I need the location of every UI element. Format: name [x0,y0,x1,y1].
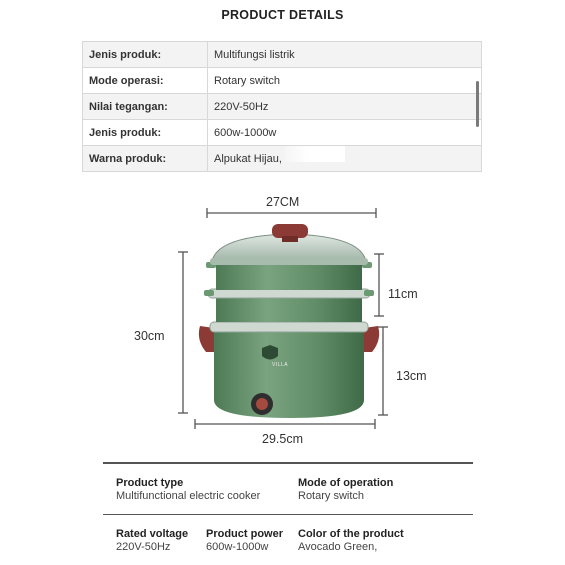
value-product-type: Multifunctional electric cooker [116,490,261,502]
dimension-label-height-base: 13cm [396,369,427,383]
spec-value: Rotary switch [208,68,482,94]
spec-key: Mode operasi: [83,68,208,94]
steamer-pot-illustration [199,224,379,418]
dimension-height-steamer [374,254,384,316]
dimension-label-width-bottom: 29.5cm [262,432,303,446]
spec-key: Jenis produk: [83,120,208,146]
divider-middle [103,514,473,515]
label-rated-voltage: Rated voltage [116,528,189,540]
spec-key: Warna produk: [83,146,208,172]
dimension-height-base [378,327,388,415]
spec-key: Jenis produk: [83,42,208,68]
label-product-type: Product type [116,477,184,489]
dimension-label-height-steamer: 11cm [388,287,418,301]
value-rated-voltage: 220V-50Hz [116,541,171,553]
value-product-color: Avocado Green, [298,541,378,553]
brand-text: VILLA [272,362,289,368]
page-title: PRODUCT DETAILS [221,8,344,22]
value-mode: Rotary switch [298,490,365,502]
value-product-power: 600w-1000w [206,541,269,553]
label-mode: Mode of operation [298,477,394,489]
label-product-color: Color of the product [298,528,404,540]
label-product-power: Product power [206,528,284,540]
dimension-label-height-total: 30cm [134,329,165,343]
spec-value: Multifungsi listrik [208,42,482,68]
divider-top [103,462,473,464]
spec-value: Alpukat Hijau, [208,146,482,172]
dimension-height-total [178,252,188,413]
dimension-label-width-top: 27CM [266,195,300,209]
dimension-width-bottom [195,419,375,429]
dimension-width-top [207,208,376,218]
spec-value: 220V-50Hz [208,94,482,120]
spec-value: 600w-1000w [208,120,482,146]
spec-key: Nilai tegangan: [83,94,208,120]
